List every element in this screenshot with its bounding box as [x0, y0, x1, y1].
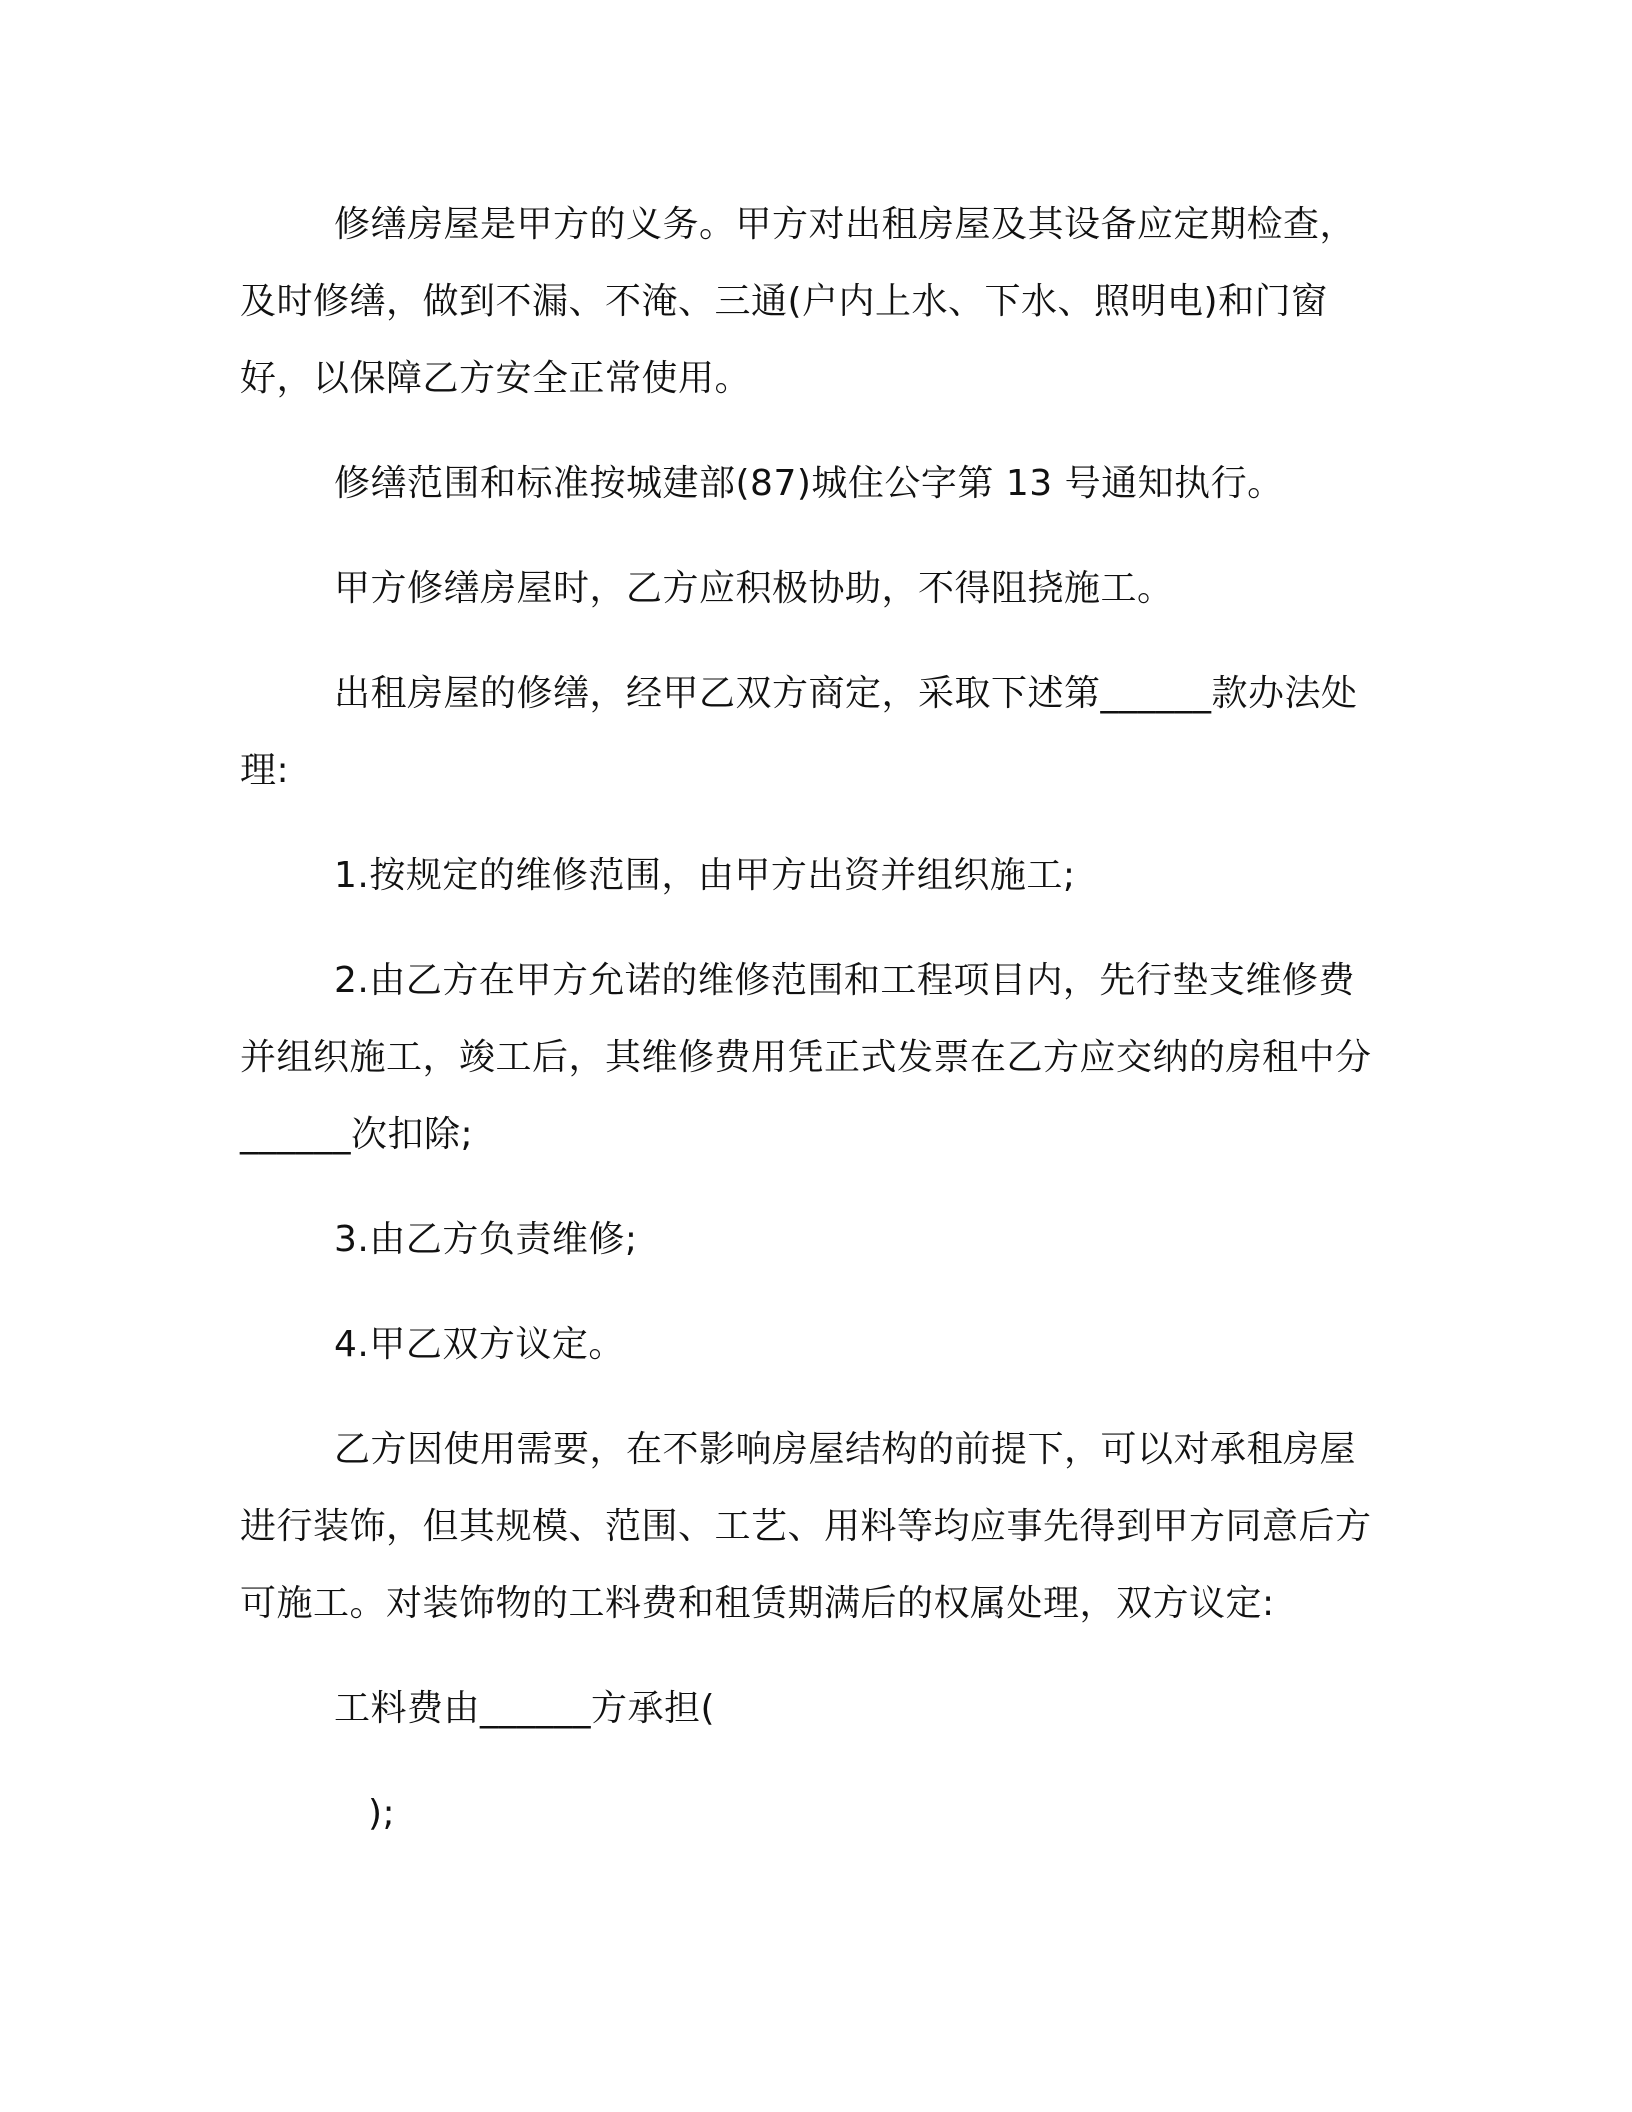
paragraph-repair-standard: 修缮范围和标准按城建部(87)城住公字第 13 号通知执行。 [334, 463, 1284, 504]
paragraph-cooperation: 甲方修缮房屋时，乙方应积极协助，不得阻挠施工。 [334, 568, 1174, 609]
paragraph-option-4: 4.甲乙双方议定。 [334, 1324, 625, 1365]
paragraph-option-2: 2.由乙方在甲方允诺的维修范围和工程项目内，先行垫支维修费并组织施工，竣工后，其维修费用凭正式发票在乙方应交纳的房租中分______次扣除; [240, 960, 1372, 1155]
paragraph-repair-obligation: 修缮房屋是甲方的义务。甲方对出租房屋及其设备应定期检查，及时修缮，做到不漏、不淹、三通(户内上水、下水、照明电)和门窗好，以保障乙方安全正常使用。 [240, 204, 1357, 399]
paragraph-option-1: 1.按规定的维修范围，由甲方出资并组织施工; [334, 855, 1076, 896]
paragraph-decoration: 乙方因使用需要，在不影响房屋结构的前提下，可以对承租房屋进行装饰，但其规模、范围、工艺、用料等均应事先得到甲方同意后方可施工。对装饰物的工料费和租赁期满后的权属处理，双方议定: [240, 1429, 1372, 1624]
paragraph-repair-method: 出租房屋的修缮，经甲乙双方商定，采取下述第______款办法处理: [240, 673, 1358, 791]
paragraph-option-3: 3.由乙方负责维修; [334, 1219, 638, 1260]
paragraph-material-cost: 工料费由______方承担( [334, 1688, 716, 1729]
paragraph-closing-bracket: ); [368, 1793, 396, 1834]
document-body [240, 186, 1390, 1880]
